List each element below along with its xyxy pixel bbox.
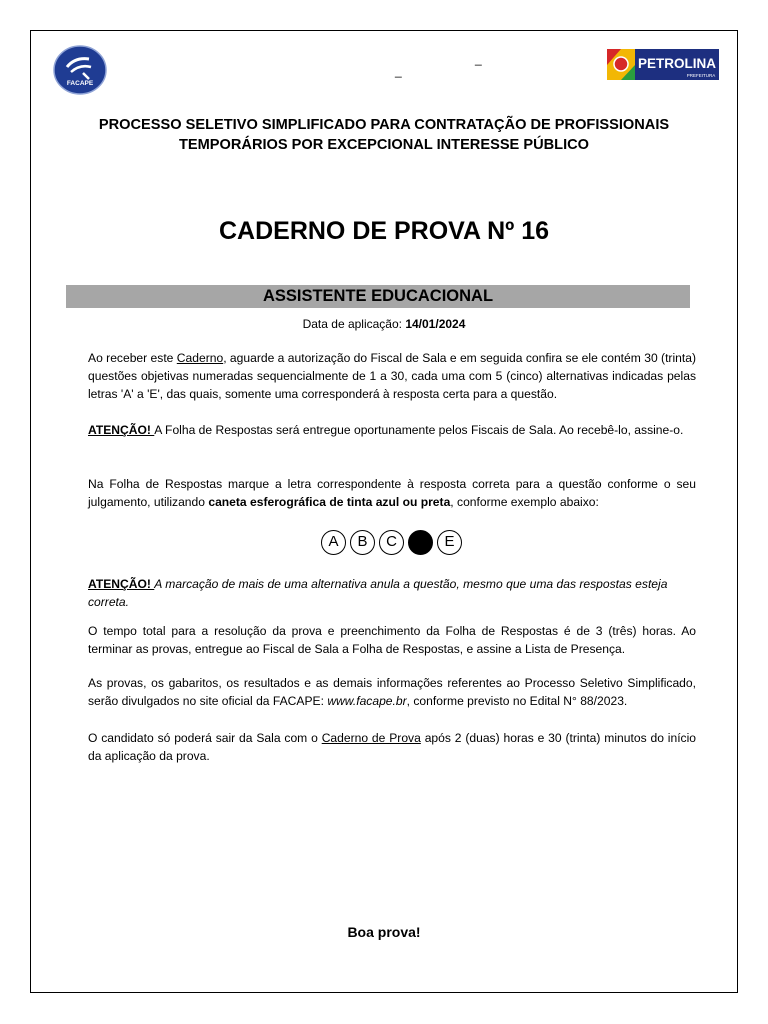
attention-paragraph: ATENÇÃO! A marcação de mais de uma alternativa anula a questão, mesmo que uma das respostas esteja correta. xyxy=(88,577,668,609)
instruction-paragraph: As provas, os gabaritos, os resultados e as demais informações referentes ao Processo Seletivo Simplificado, serão divulgados no site oficial da FACAPE: www.facape.br, conforme previsto no Edital N° 88/2023. xyxy=(88,676,696,708)
dash-mark: _ xyxy=(475,52,482,66)
instruction-paragraph: O candidato só poderá sair da Sala com o Caderno de Prova após 2 (duas) horas e 30 (trinta) minutos do início da aplicação da prova. xyxy=(88,731,697,763)
petrolina-logo-text: PETROLINA xyxy=(637,56,717,71)
caderno-title: CADERNO DE PROVA Nº 16 xyxy=(218,217,550,245)
facape-logo xyxy=(53,45,107,95)
instruction-paragraph: O tempo total para a resolução da prova e preenchimento da Folha de Respostas é de 3 (três) horas. Ao terminar as provas, entregue ao Fiscal de Sala a Folha de Respostas, e assine a Lista de Presença. xyxy=(88,624,696,656)
attention-label: ATENÇÃO! xyxy=(88,577,155,591)
caderno-term: Caderno xyxy=(176,351,224,365)
closing-message: Boa prova! xyxy=(347,924,421,940)
instruction-paragraph: Na Folha de Respostas marque a letra correspondente à resposta correta para a questão conforme o seu julgamento, utilizando caneta esferográfica de tinta azul ou preta, conforme exemplo abaixo: xyxy=(88,477,696,509)
application-date xyxy=(60,317,708,331)
cargo-title: ASSISTENTE EDUCACIONAL xyxy=(66,285,690,308)
caderno-de-prova-term: Caderno de Prova xyxy=(321,731,421,745)
instruction-paragraph: Ao receber este Caderno, aguarde a autorização do Fiscal de Sala e em seguida confira se ele contém 30 (trinta) questões objetivas numeradas sequencialmente de 1 a 30, cada uma com 5 (cinco) alternativas indicadas pelas letras 'A' a 'E', das quais, somente uma corresponderá à resposta certa para a questão. xyxy=(88,351,696,401)
petrolina-logo-subtext: PREFEITURA xyxy=(686,73,716,78)
date-value: 14/01/2024 xyxy=(405,317,466,331)
website-text: www.facape.br xyxy=(327,694,407,708)
facape-logo-text: FACAPE xyxy=(66,80,94,87)
process-title: PROCESSO SELETIVO SIMPLIFICADO PARA CONTRATAÇÃO DE PROFISSIONAIS TEMPORÁRIOS POR EXCEPCIONAL INTERESSE PÚBLICO xyxy=(98,117,670,153)
date-label: Data de aplicação: xyxy=(302,317,406,331)
petrolina-logo xyxy=(605,47,721,82)
option-bubble-c: C xyxy=(379,530,404,555)
answer-marking-example xyxy=(320,526,465,560)
dash-mark: _ xyxy=(395,64,402,78)
attention-label: ATENÇÃO! xyxy=(88,423,155,437)
option-bubble-b: B xyxy=(350,530,375,555)
option-bubble-d-filled xyxy=(408,530,433,555)
option-bubble-a: A xyxy=(321,530,346,555)
attention-paragraph: ATENÇÃO! A Folha de Respostas será entregue oportunamente pelos Fiscais de Sala. Ao recebê-lo, assine-o. xyxy=(88,423,684,437)
option-bubble-e: E xyxy=(437,530,462,555)
page-border xyxy=(30,30,738,993)
